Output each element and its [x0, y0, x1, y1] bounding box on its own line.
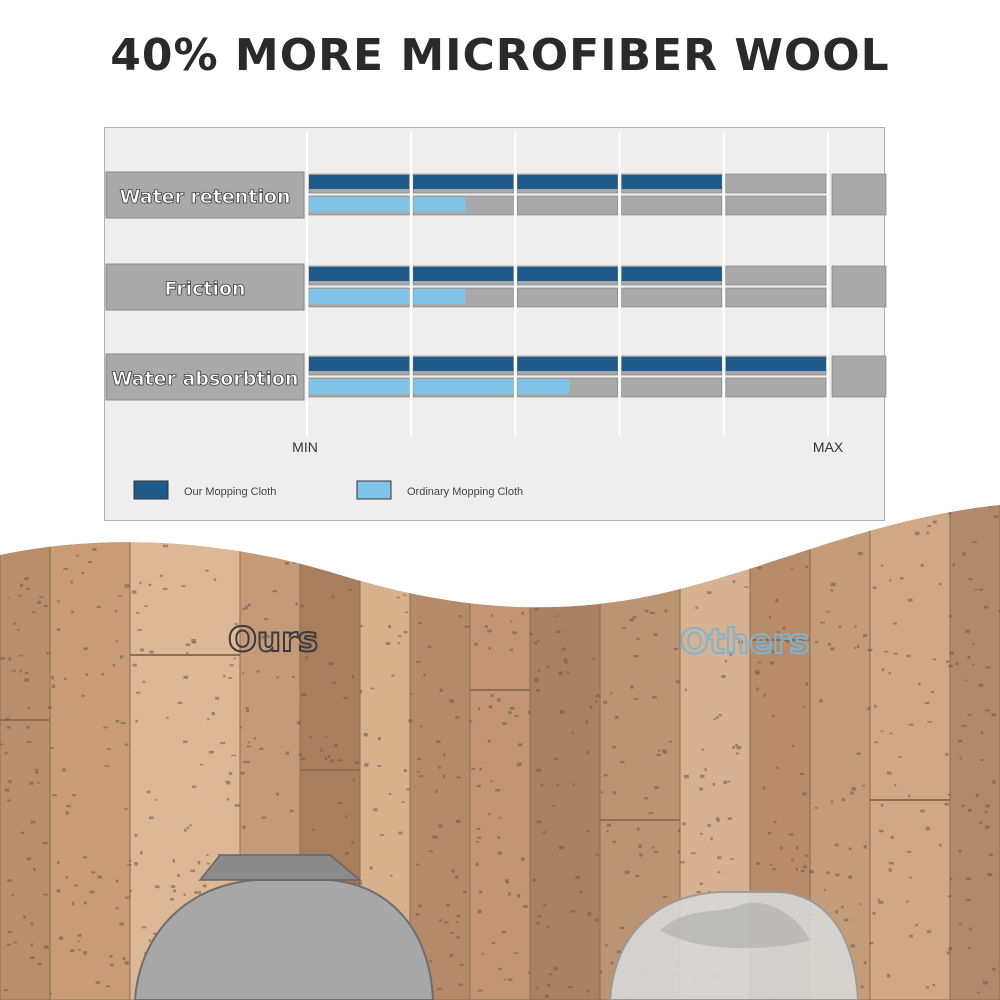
category-label: Water absorbtion — [111, 368, 299, 390]
category-label: Friction — [164, 278, 246, 300]
category-label: Water retention — [119, 186, 291, 208]
legend-label: Ordinary Mopping Cloth — [407, 486, 524, 498]
ours-label: Ours — [228, 620, 319, 660]
legend-label: Our Mopping Cloth — [184, 486, 277, 498]
x-tick-max: MAX — [812, 439, 844, 455]
wood-floor — [0, 480, 1000, 1000]
headline: 40% MORE MICROFIBER WOOL — [110, 30, 890, 81]
others-label: Others — [680, 622, 810, 662]
x-tick-min: MIN — [292, 439, 318, 455]
